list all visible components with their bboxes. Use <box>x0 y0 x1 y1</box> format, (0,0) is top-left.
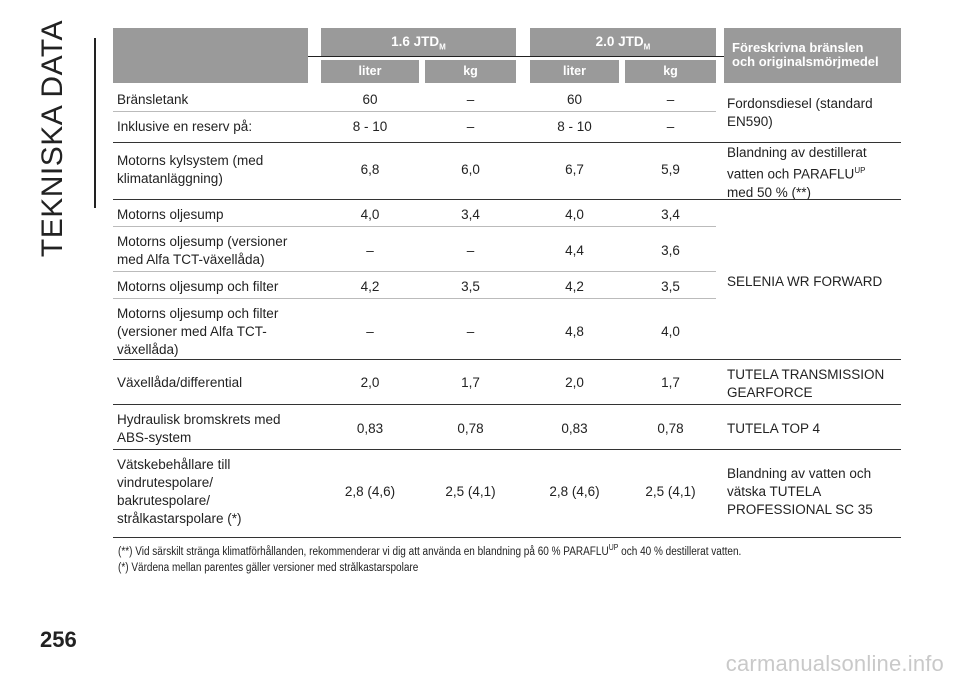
row-label-line: Motorns kylsystem (med <box>117 153 264 168</box>
row-divider <box>113 298 716 299</box>
row-divider <box>113 199 901 200</box>
row-value: 5,9 <box>661 162 680 177</box>
row-value: – <box>466 324 475 339</box>
unit-cell: liter <box>530 60 619 83</box>
row-label-line: (versioner med Alfa TCT- <box>117 324 267 339</box>
row-value: 0,83 <box>561 421 588 436</box>
row-label: Bränsletank <box>117 92 189 107</box>
row-divider <box>113 359 901 360</box>
fuel-gear <box>727 366 884 402</box>
row-label: Växellåda/differential <box>117 375 243 390</box>
fuel-brake: TUTELA TOP 4 <box>727 421 821 436</box>
row-value: – <box>466 119 475 134</box>
fuel-diesel-line: EN590) <box>727 114 773 129</box>
row-value: 4,4 <box>565 243 584 258</box>
row-label-line: Hydraulisk bromskrets med <box>117 412 281 427</box>
row-value: 2,8 (4,6) <box>344 484 396 499</box>
row-value: 4,2 <box>360 279 380 294</box>
row-label <box>117 305 278 359</box>
row-value: 2,8 (4,6) <box>549 484 600 499</box>
row-label: Motorns oljesump och filter <box>117 279 279 294</box>
row-value: 3,5 <box>661 279 680 294</box>
footnote-paraflu <box>118 543 741 558</box>
row-divider <box>113 271 716 272</box>
group1-sub: M <box>439 42 446 52</box>
header-label-cell <box>113 28 308 83</box>
row-value: 6,8 <box>360 162 380 177</box>
fuel-coolant <box>727 144 867 202</box>
header-group-1 <box>321 28 516 56</box>
row-value: 4,0 <box>661 324 680 339</box>
row-value: 4,0 <box>565 207 584 222</box>
row-value: 2,5 (4,1) <box>445 484 496 499</box>
row-value: 1,7 <box>461 375 480 390</box>
row-value: 0,83 <box>356 421 384 436</box>
fuel-gear-line: GEARFORCE <box>727 385 813 400</box>
row-label-line: ABS-system <box>117 430 192 445</box>
row-value: 3,4 <box>461 207 480 222</box>
fuel-coolant-text: vatten och PARAFLU <box>727 166 855 182</box>
row-value: 4,2 <box>565 279 584 294</box>
group2-sub: M <box>643 42 651 52</box>
section-side-title <box>36 20 96 258</box>
header-fuel-cell <box>724 28 901 83</box>
row-label-line: Motorns oljesump (versioner <box>117 234 288 249</box>
unit-cell: kg <box>625 60 716 83</box>
row-value: 1,7 <box>661 375 680 390</box>
row-value: 6,7 <box>565 162 584 177</box>
fuel-coolant-line <box>727 162 867 184</box>
footnote-text: (**) Vid särskilt stränga klimatförhållanden, rekommenderar vi dig att använda en blandning på 60 % PARAFLU <box>118 545 609 558</box>
row-label-line: Motorns oljesump och filter <box>117 306 279 321</box>
row-value: – <box>366 243 374 258</box>
section-title-bar <box>94 38 96 208</box>
row-label-line: klimatanläggning) <box>117 171 223 186</box>
row-value: – <box>666 92 675 107</box>
row-value: 8 - 10 <box>557 119 592 134</box>
row-label-line: bakrutespolare/ <box>117 493 211 508</box>
row-value: 60 <box>362 92 378 107</box>
row-value: 0,78 <box>457 421 484 436</box>
row-label-line: med Alfa TCT-växellåda) <box>117 252 265 267</box>
group1-label: 1.6 JTD <box>391 34 440 49</box>
fuel-diesel-line: Fordonsdiesel (standard <box>727 96 873 111</box>
footnote-text: och 40 % destillerat vatten. <box>621 545 742 558</box>
row-value: – <box>466 243 475 258</box>
section-title-text: TEKNISKA DATA <box>36 20 69 258</box>
fuel-washer <box>727 465 873 519</box>
row-label <box>117 233 287 269</box>
row-value: 60 <box>566 92 583 107</box>
row-value: 3,5 <box>461 279 480 294</box>
row-value: 0,78 <box>657 421 684 436</box>
row-value: 2,0 <box>360 375 380 390</box>
row-value: 6,0 <box>461 162 480 177</box>
capacities-table <box>113 28 901 538</box>
row-value: 8 - 10 <box>352 119 388 134</box>
footnote-sup: UP <box>608 543 619 552</box>
row-value: – <box>466 92 475 107</box>
row-label: Inklusive en reserv på: <box>117 119 253 134</box>
fuel-header-line1: Föreskrivna bränslen <box>732 40 864 55</box>
fuel-diesel <box>727 95 873 131</box>
fuel-header-line2: och originalsmörjmedel <box>732 54 879 69</box>
row-value: 2,0 <box>565 375 584 390</box>
row-label <box>117 152 263 188</box>
row-divider <box>113 111 716 112</box>
fuel-coolant-line: Blandning av destillerat <box>727 145 867 160</box>
header-underline <box>308 56 724 57</box>
row-label <box>117 456 242 528</box>
page-number: 256 <box>40 627 77 652</box>
fuel-washer-line: vätska TUTELA <box>727 484 822 499</box>
row-divider <box>113 449 901 450</box>
unit-cell: kg <box>425 60 516 83</box>
fuel-washer-line: Blandning av vatten och <box>727 466 872 481</box>
row-divider <box>113 226 716 227</box>
row-value: 3,6 <box>661 243 680 258</box>
row-label: Motorns oljesump <box>117 207 224 222</box>
row-value: 4,8 <box>565 324 584 339</box>
fuel-oil: SELENIA WR FORWARD <box>727 274 883 289</box>
row-label-line: växellåda) <box>117 342 179 357</box>
row-label-line: vindrutespolare/ <box>117 475 214 490</box>
group2-label: 2.0 JTD <box>595 34 644 49</box>
row-divider <box>113 537 901 538</box>
row-value: 4,0 <box>360 207 380 222</box>
row-label-line: Vätskebehållare till <box>117 457 231 472</box>
paraflu-sup: UP <box>854 166 866 175</box>
watermark: carmanualsonline.info <box>725 651 944 676</box>
row-divider <box>113 142 901 143</box>
row-label <box>117 411 281 447</box>
fuel-coolant-line: med 50 % (**) <box>727 184 812 200</box>
row-value: – <box>366 324 374 339</box>
fuel-gear-line: TUTELA TRANSMISSION <box>727 367 885 382</box>
row-value: 3,4 <box>661 207 680 222</box>
row-value: 2,5 (4,1) <box>645 484 696 499</box>
row-label-line: strålkastarspolare (*) <box>117 511 242 526</box>
header-group-2 <box>530 28 716 56</box>
row-divider <box>113 404 901 405</box>
unit-cell: liter <box>321 60 419 83</box>
fuel-washer-line: PROFESSIONAL SC 35 <box>727 502 873 517</box>
footnote-headlamp: (*) Värdena mellan parentes gäller versioner med strålkastarspolare <box>118 562 419 574</box>
row-value: – <box>666 119 675 134</box>
